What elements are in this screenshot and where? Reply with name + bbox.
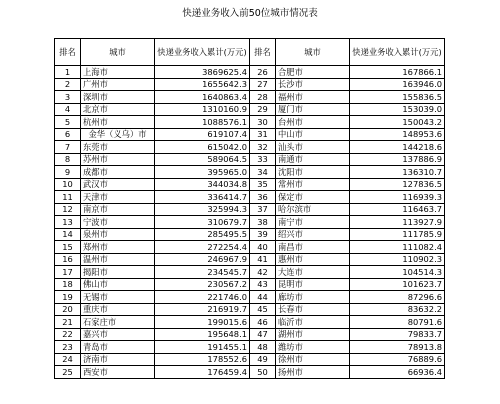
revenue-cell: 150043.2	[350, 116, 445, 129]
rank-cell: 9	[55, 166, 81, 179]
table-row	[55, 341, 445, 354]
revenue-cell: 589064.5	[155, 153, 250, 166]
rank-cell: 24	[55, 353, 81, 366]
revenue-cell: 104514.3	[350, 266, 445, 279]
revenue-cell: 136310.7	[350, 166, 445, 179]
revenue-cell: 336414.7	[155, 191, 250, 204]
rank-cell: 14	[55, 228, 81, 241]
city-cell: 杭州市	[81, 116, 155, 129]
city-cell: 湖州市	[276, 328, 350, 341]
rank-cell: 7	[55, 141, 81, 154]
revenue-cell: 148953.6	[350, 128, 445, 141]
rank-cell: 40	[250, 241, 276, 254]
revenue-cell: 167866.1	[350, 66, 445, 79]
table-row	[55, 291, 445, 304]
table-row	[55, 203, 445, 216]
rank-cell: 26	[250, 66, 276, 79]
rank-cell: 34	[250, 166, 276, 179]
city-cell: 郑州市	[81, 241, 155, 254]
revenue-cell: 111082.4	[350, 241, 445, 254]
rank-cell: 44	[250, 291, 276, 304]
rank-cell: 32	[250, 141, 276, 154]
revenue-cell: 178552.6	[155, 353, 250, 366]
city-cell: 徐州市	[276, 353, 350, 366]
revenue-cell: 116463.7	[350, 203, 445, 216]
revenue-cell: 344034.8	[155, 178, 250, 191]
city-cell: 惠州市	[276, 253, 350, 266]
rank-cell: 4	[55, 103, 81, 116]
city-cell: 金华（义乌）市	[81, 128, 155, 141]
city-cell: 福州市	[276, 91, 350, 104]
revenue-cell: 113927.9	[350, 216, 445, 229]
table-row	[55, 153, 445, 166]
revenue-cell: 79833.7	[350, 328, 445, 341]
city-cell: 北京市	[81, 103, 155, 116]
city-cell: 保定市	[276, 191, 350, 204]
rank-cell: 39	[250, 228, 276, 241]
city-cell: 中山市	[276, 128, 350, 141]
table-row	[55, 366, 445, 379]
city-cell: 台州市	[276, 116, 350, 129]
revenue-cell: 153039.0	[350, 103, 445, 116]
city-cell: 扬州市	[276, 366, 350, 379]
revenue-cell: 116939.3	[350, 191, 445, 204]
city-cell: 武汉市	[81, 178, 155, 191]
city-cell: 石家庄市	[81, 316, 155, 329]
rank-cell: 5	[55, 116, 81, 129]
table-row	[55, 253, 445, 266]
table-row	[55, 216, 445, 229]
header-city: 城市	[81, 39, 155, 66]
city-cell: 宁波市	[81, 216, 155, 229]
revenue-cell: 199015.6	[155, 316, 250, 329]
city-cell: 南通市	[276, 153, 350, 166]
revenue-cell: 3869625.4	[155, 66, 250, 79]
city-cell: 大连市	[276, 266, 350, 279]
revenue-cell: 1640863.4	[155, 91, 250, 104]
table-row	[55, 266, 445, 279]
rank-cell: 1	[55, 66, 81, 79]
rank-cell: 17	[55, 266, 81, 279]
revenue-cell: 615042.0	[155, 141, 250, 154]
header-city: 城市	[276, 39, 350, 66]
city-cell: 天津市	[81, 191, 155, 204]
revenue-cell: 310679.7	[155, 216, 250, 229]
rank-cell: 43	[250, 278, 276, 291]
table-row	[55, 241, 445, 254]
revenue-cell: 272254.4	[155, 241, 250, 254]
revenue-cell: 216919.7	[155, 303, 250, 316]
city-cell: 长春市	[276, 303, 350, 316]
table-row	[55, 141, 445, 154]
rank-cell: 11	[55, 191, 81, 204]
city-cell: 南京市	[81, 203, 155, 216]
city-cell: 成都市	[81, 166, 155, 179]
city-cell: 南昌市	[276, 241, 350, 254]
rank-cell: 45	[250, 303, 276, 316]
revenue-cell: 155836.5	[350, 91, 445, 104]
city-cell: 上海市	[81, 66, 155, 79]
revenue-cell: 221746.0	[155, 291, 250, 304]
table-row	[55, 91, 445, 104]
rank-cell: 3	[55, 91, 81, 104]
rank-cell: 46	[250, 316, 276, 329]
city-cell: 嘉兴市	[81, 328, 155, 341]
revenue-cell: 195648.1	[155, 328, 250, 341]
revenue-cell: 80791.6	[350, 316, 445, 329]
rank-cell: 13	[55, 216, 81, 229]
city-cell: 泉州市	[81, 228, 155, 241]
city-cell: 重庆市	[81, 303, 155, 316]
table-row	[55, 303, 445, 316]
rank-cell: 15	[55, 241, 81, 254]
city-cell: 广州市	[81, 78, 155, 91]
revenue-cell: 144218.6	[350, 141, 445, 154]
city-cell: 昆明市	[276, 278, 350, 291]
rank-cell: 10	[55, 178, 81, 191]
city-cell: 东莞市	[81, 141, 155, 154]
rank-cell: 50	[250, 366, 276, 379]
city-cell: 济南市	[81, 353, 155, 366]
rank-cell: 41	[250, 253, 276, 266]
table-header-row	[55, 39, 445, 66]
table-body	[55, 66, 445, 379]
table-row	[55, 66, 445, 79]
rank-cell: 8	[55, 153, 81, 166]
rank-cell: 33	[250, 153, 276, 166]
revenue-cell: 246967.9	[155, 253, 250, 266]
city-cell: 沈阳市	[276, 166, 350, 179]
header-revenue: 快递业务收入累计(万元)	[155, 39, 250, 66]
rank-cell: 48	[250, 341, 276, 354]
city-cell: 无锡市	[81, 291, 155, 304]
rank-cell: 31	[250, 128, 276, 141]
rank-cell: 28	[250, 91, 276, 104]
revenue-cell: 101623.7	[350, 278, 445, 291]
rank-cell: 22	[55, 328, 81, 341]
rank-cell: 12	[55, 203, 81, 216]
revenue-cell: 76889.6	[350, 353, 445, 366]
rank-cell: 47	[250, 328, 276, 341]
city-cell: 温州市	[81, 253, 155, 266]
rank-cell: 38	[250, 216, 276, 229]
table-title: 快递业务收入前50位城市情况表	[182, 8, 318, 19]
table-row	[55, 178, 445, 191]
revenue-cell: 87296.6	[350, 291, 445, 304]
city-cell: 苏州市	[81, 153, 155, 166]
revenue-cell: 83632.2	[350, 303, 445, 316]
revenue-cell: 111785.9	[350, 228, 445, 241]
revenue-cell: 110902.3	[350, 253, 445, 266]
table-row	[55, 103, 445, 116]
rank-cell: 37	[250, 203, 276, 216]
city-cell: 厦门市	[276, 103, 350, 116]
revenue-cell: 395965.0	[155, 166, 250, 179]
city-cell: 长沙市	[276, 78, 350, 91]
table-row	[55, 228, 445, 241]
rank-cell: 16	[55, 253, 81, 266]
revenue-cell: 66936.4	[350, 366, 445, 379]
revenue-cell: 619107.4	[155, 128, 250, 141]
rank-cell: 29	[250, 103, 276, 116]
rank-cell: 20	[55, 303, 81, 316]
city-cell: 哈尔滨市	[276, 203, 350, 216]
city-cell: 合肥市	[276, 66, 350, 79]
city-cell: 临沂市	[276, 316, 350, 329]
revenue-cell: 234545.7	[155, 266, 250, 279]
rank-cell: 19	[55, 291, 81, 304]
revenue-cell: 1655642.3	[155, 78, 250, 91]
city-cell: 青岛市	[81, 341, 155, 354]
rank-cell: 42	[250, 266, 276, 279]
revenue-cell: 137886.9	[350, 153, 445, 166]
rank-cell: 30	[250, 116, 276, 129]
table-row	[55, 353, 445, 366]
rank-cell: 6	[55, 128, 81, 141]
table-row	[55, 191, 445, 204]
revenue-cell: 285495.5	[155, 228, 250, 241]
rank-cell: 25	[55, 366, 81, 379]
revenue-cell: 176459.4	[155, 366, 250, 379]
city-cell: 绍兴市	[276, 228, 350, 241]
rank-cell: 27	[250, 78, 276, 91]
rank-cell: 21	[55, 316, 81, 329]
city-cell: 常州市	[276, 178, 350, 191]
revenue-cell: 1088576.1	[155, 116, 250, 129]
table-row	[55, 166, 445, 179]
city-cell: 潍坊市	[276, 341, 350, 354]
header-revenue: 快递业务收入累计(万元)	[350, 39, 445, 66]
table-row	[55, 278, 445, 291]
revenue-cell: 191455.1	[155, 341, 250, 354]
header-rank: 排名	[55, 39, 81, 66]
rank-cell: 23	[55, 341, 81, 354]
revenue-cell: 78913.8	[350, 341, 445, 354]
header-rank: 排名	[250, 39, 276, 66]
rank-cell: 49	[250, 353, 276, 366]
city-cell: 深圳市	[81, 91, 155, 104]
rank-cell: 18	[55, 278, 81, 291]
table-row	[55, 78, 445, 91]
revenue-cell: 127836.5	[350, 178, 445, 191]
table-row	[55, 116, 445, 129]
rank-cell: 35	[250, 178, 276, 191]
city-cell: 廊坊市	[276, 291, 350, 304]
revenue-cell: 230567.2	[155, 278, 250, 291]
revenue-cell: 163946.0	[350, 78, 445, 91]
rank-cell: 2	[55, 78, 81, 91]
city-cell: 南宁市	[276, 216, 350, 229]
table-row	[55, 328, 445, 341]
city-ranking-table	[54, 38, 445, 379]
revenue-cell: 325994.3	[155, 203, 250, 216]
table-row	[55, 128, 445, 141]
city-cell: 揭阳市	[81, 266, 155, 279]
revenue-cell: 1310160.9	[155, 103, 250, 116]
table-row	[55, 316, 445, 329]
city-cell: 汕头市	[276, 141, 350, 154]
rank-cell: 36	[250, 191, 276, 204]
city-cell: 佛山市	[81, 278, 155, 291]
city-cell: 西安市	[81, 366, 155, 379]
